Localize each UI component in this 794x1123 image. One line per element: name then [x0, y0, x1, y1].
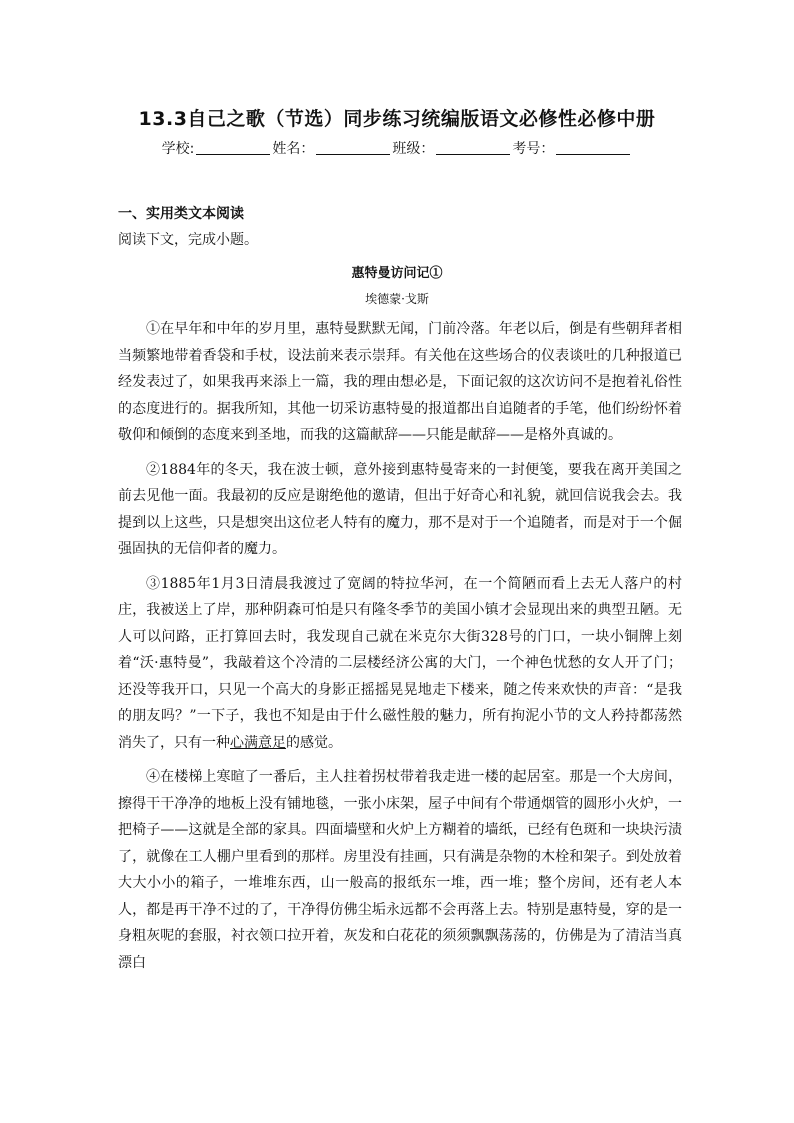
paragraph-3-text: ③1885年1月3日清晨我渡过了宽阔的特拉华河，在一个简陋而看上去无人落户的村庄，我被送上了岸，那种阴森可怕是只有隆冬季节的美国小镇才会显现出来的典型丑陋。无人可以问路，正打算回去时，我发现自己就在米克尔大街328号的门口，一块小铜牌上刻着“沃·惠特曼”，我敲着这个冷清的二层楼经济公寓的大门，一个神色忧愁的女人开了门；还没等我开口，只见一个高大的身影正摇摇晃晃地走下楼来，随之传来欢快的声音：“是我的朋友吗？”一下子，我也不知是由于什么磁性般的魅力，所有拘泥小节的文人矜持都荡然消失了，只有一种: [118, 575, 682, 751]
name-blank[interactable]: [316, 140, 390, 155]
paragraph-2: ②1884年的冬天，我在波士顿，意外接到惠特曼寄来的一封便笺，要我在离开美国之前去见他一面。我最初的反应是谢绝他的邀请，但出于好奇心和礼貌，就回信说我会去。我提到以上这些，只是想突出这位老人特有的魔力，那不是对于一个追随者，而是对于一个倔强固执的无信仰者的魔力。: [118, 461, 682, 557]
student-info-line: [0, 138, 794, 158]
exam-number-blank[interactable]: [556, 140, 630, 155]
section-heading: 一、实用类文本阅读: [118, 206, 244, 222]
underlined-phrase: 心满意足: [230, 734, 286, 751]
article-body: [118, 316, 682, 984]
class-blank[interactable]: [436, 140, 510, 155]
class-label: 班级：: [392, 141, 435, 157]
exam-number-label: 考号：: [512, 141, 555, 157]
paragraph-3: [118, 571, 682, 757]
paragraph-4: ④在楼梯上寒暄了一番后，主人拄着拐杖带着我走进一楼的起居室。那是一个大房间，擦得干干净净的地板上没有铺地毯，一张小床架，屋子中间有个带通烟管的圆形小火炉，一把椅子——这就是全部的家具。四面墙壁和火炉上方糊着的墙纸，已经有色斑和一块块污渍了，就像在工人棚户里看到的那样。房里没有挂画，只有满是杂物的木栓和架子。到处放着大大小小的箱子，一堆堆东西，山一般高的报纸东一堆，西一堆；整个房间，还有老人本人，都是再干净不过的了，干净得仿佛尘垢永远都不会再落上去。特别是惠特曼，穿的是一身粗灰呢的套服，衬衣领口拉开着，灰发和白花花的须须飘飘荡荡的，仿佛是为了清洁当真漂白: [118, 769, 682, 971]
paragraph-1: ①在早年和中年的岁月里，惠特曼默默无闻，门前冷落。年老以后，倒是有些朝拜者相当频繁地带着香袋和手杖，设法前来表示崇拜。有关他在这些场合的仪表谈吐的几种报道已经发表过了，如果我再来添上一篇，我的理由想必是，下面记叙的这次访问不是抱着礼俗性的态度进行的。据我所知，其他一切采访惠特曼的报道都出自追随者的手笔，他们纷纷怀着敬仰和倾倒的态度来到圣地，而我的这篇献辞——只能是献辞——是格外真诚的。: [118, 321, 682, 443]
document-title: 13.3自己之歌（节选）同步练习统编版语文必修性必修中册: [138, 108, 656, 130]
school-blank[interactable]: [196, 140, 270, 155]
article-author: 埃德蒙·戈斯: [365, 292, 429, 306]
school-label: 学校:: [161, 141, 195, 157]
name-label: 姓名：: [272, 141, 315, 157]
article-title: 惠特曼访问记①: [351, 266, 443, 281]
paragraph-3-text-after: 的感觉。: [286, 734, 342, 751]
reading-instruction: 阅读下文，完成小题。: [118, 232, 258, 248]
